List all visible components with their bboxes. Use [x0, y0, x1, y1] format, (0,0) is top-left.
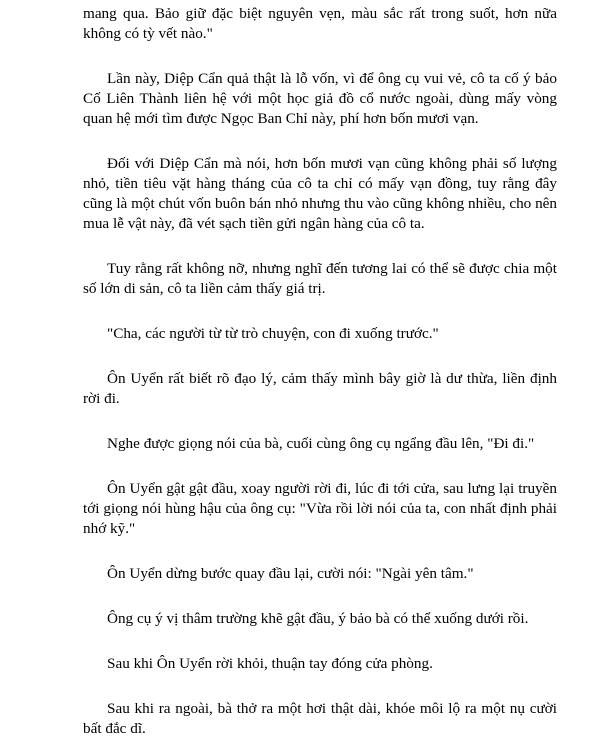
paragraph-10: Ông cụ ý vị thâm trường khẽ gật đầu, ý bảo bà có thể xuống dưới rồi. [107, 610, 529, 627]
paragraph-2: Lần này, Diệp Cẩn quả thật là lỗ vốn, vì để ông cụ vui vẻ, cô ta cố ý bảo Cố Liên Thành liên hệ với một học giả đồ cổ nước ngoài, dùng mấy vòng quan hệ mới tìm được Ngọc Ban Chỉ này, phí hơn bốn mươi vạn. [83, 70, 557, 127]
paragraph-5: "Cha, các người từ từ trò chuyện, con đi xuống trước." [107, 325, 439, 342]
paragraph-11: Sau khi Ôn Uyển rời khỏi, thuận tay đóng cửa phòng. [107, 655, 433, 672]
paragraph-6: Ôn Uyển rất biết rõ đạo lý, cảm thấy mình bây giờ là dư thừa, liền định rời đi. [83, 370, 557, 407]
paragraph-9: Ôn Uyển dừng bước quay đầu lại, cười nói: "Ngài yên tâm." [107, 565, 474, 582]
paragraph-3: Đối với Diệp Cẩn mà nói, hơn bốn mươi vạn cũng không phải số lượng nhỏ, tiền tiêu vặt hàng tháng của cô ta chỉ có mấy vạn đồng, tuy rằng đây cũng là một chút vốn buôn bán nhỏ nhưng thu vào cũng không nhiều, cho nên mua lễ vật này, đã vét sạch tiền gửi ngân hàng của cô ta. [83, 155, 557, 232]
paragraph-8: Ôn Uyển gật gật đầu, xoay người rời đi, lúc đi tới cửa, sau lưng lại truyền tới giọng nói hùng hậu của ông cụ: "Vừa rồi lời nói của ta, con nhất định phải nhớ kỹ." [83, 480, 557, 537]
paragraph-1: mang qua. Bảo giữ đặc biệt nguyên vẹn, màu sắc rất trong suốt, hơn nữa không có tỳ vết nào." [83, 5, 557, 42]
paragraph-7: Nghe được giọng nói của bà, cuối cùng ông cụ ngẩng đầu lên, "Đi đi." [107, 435, 535, 452]
paragraph-4: Tuy rằng rất không nỡ, nhưng nghĩ đến tương lai có thể sẽ được chia một số lớn di sản, cô ta liền cảm thấy giá trị. [83, 260, 557, 297]
paragraph-12: Sau khi ra ngoài, bà thở ra một hơi thật dài, khóe môi lộ ra một nụ cười bất đắc dĩ. [83, 700, 557, 737]
